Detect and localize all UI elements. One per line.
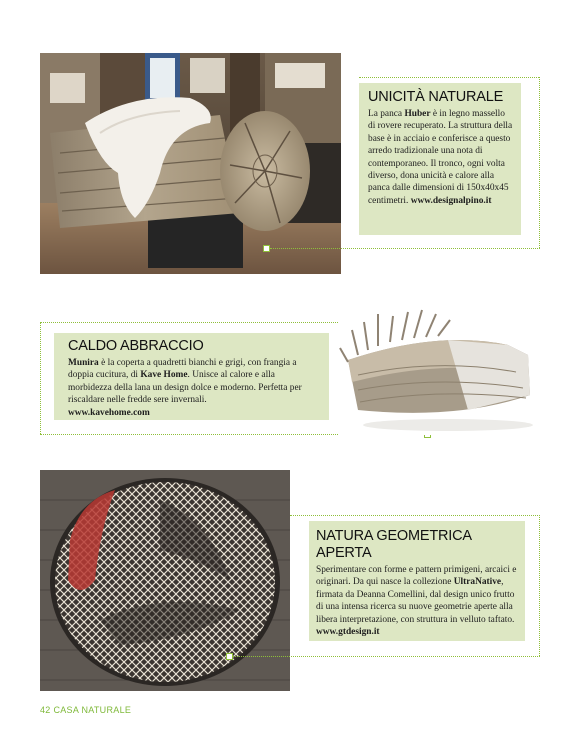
section-natura-text: Sperimentare con forme e pattern primigeni, arcaici e originari. Da qui nasce la collezione UltraNative, firmata da Deanna Comellini, dal design unico frutto di una intensa ricerca su nuove geometrie aperte alla libera interpretazione, con struttura in velluto taftato. www.gtdesign.it	[316, 565, 517, 638]
magazine-name: CASA NATURALE	[53, 705, 132, 715]
section-natura-title: NATURA GEOMETRICA APERTA	[316, 528, 472, 561]
section-caldo-box	[54, 333, 329, 420]
blanket-illustration	[338, 300, 538, 435]
link-kavehome[interactable]: www.kavehome.com	[68, 407, 150, 418]
rug-illustration	[40, 470, 290, 691]
blanket-photo	[338, 300, 538, 435]
corner-square-icon	[226, 653, 233, 660]
divider-dotted	[290, 515, 540, 516]
section-caldo-text: Munira è la coperta a quadretti bianchi e grigi, con frangia a doppia cucitura, di Kave Home. Unisce al calore e alla morbidezza della lana un design dolce e moderno. Perfetta per riscaldare nelle fredde sere invernali. www.kavehome.com	[68, 358, 302, 418]
divider-dotted	[539, 77, 540, 248]
corner-square-icon	[263, 245, 270, 252]
divider-dotted	[40, 322, 340, 323]
divider-dotted	[232, 656, 540, 657]
page-footer	[40, 705, 131, 715]
section-unicita-text: La panca Huber è in legno massello di rovere recuperato. La struttura della base è in acciaio e conferisce a questo arredo tradizionale una nota di contemporaneo. Il tronco, ogni volta diverso, dona unicità e calore alla panca dalle dimensioni di 150x40x45 centimetri. www.designalpino.it	[368, 109, 513, 206]
bench-photo	[40, 53, 341, 274]
brand-kave-home: Kave Home	[140, 370, 188, 381]
collection-ultranative: UltraNative	[453, 577, 502, 588]
page-number: 42	[40, 705, 51, 715]
divider-dotted	[539, 515, 540, 656]
divider-dotted	[270, 248, 540, 249]
bench-illustration	[40, 53, 341, 274]
section-caldo-title: CALDO ABBRACCIO	[68, 338, 204, 354]
brand-huber: Huber	[404, 109, 431, 119]
divider-dotted	[359, 77, 539, 78]
link-designalpino[interactable]: www.designalpino.it	[410, 195, 492, 206]
rug-photo	[40, 470, 290, 691]
divider-dotted	[40, 322, 41, 434]
section-unicita-title: UNICITÀ NATURALE	[368, 89, 504, 105]
link-gtdesign[interactable]: www.gtdesign.it	[316, 627, 380, 638]
section-unicita-box	[359, 83, 521, 235]
section-natura-box	[309, 521, 525, 641]
product-munira: Munira	[68, 358, 99, 368]
